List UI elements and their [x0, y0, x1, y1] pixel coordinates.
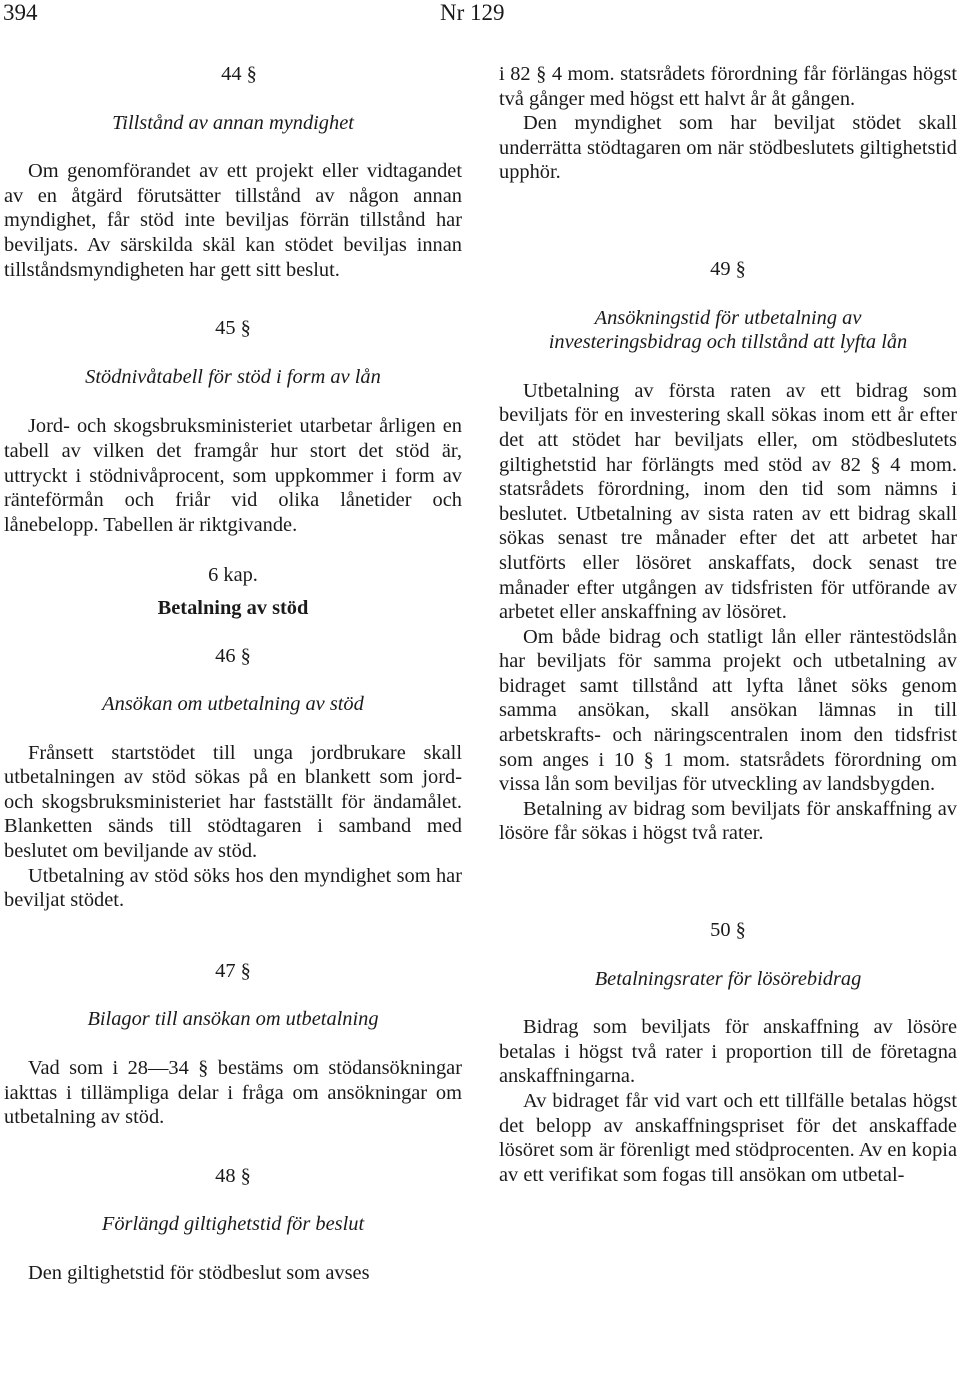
section-47-paragraph: Vad som i 28—34 § bestäms om stödansökningar iakttas i tillämpliga delar i fråga om ansökningar om utbetalning av stöd.: [4, 1057, 462, 1129]
section-46-number: 46 §: [215, 644, 251, 667]
section-48-title: Förlängd giltighetstid för beslut: [101, 1213, 365, 1236]
section-44-number: 44 §: [221, 63, 257, 85]
right-column: [499, 62, 957, 1187]
section-45-title: Stödnivåtabell för stöd i form av lån: [85, 365, 381, 388]
section-49-paragraph-3: Betalning av bidrag som beviljats för anskaffning av lösöre får sökas i högst två rater.: [499, 797, 957, 845]
section-45-number: 45 §: [215, 317, 251, 340]
section-47-number: 47 §: [215, 959, 251, 982]
issue-number: Nr 129: [440, 0, 505, 25]
section-48-paragraph-start: Den giltighetstid för stödbeslut som avses: [28, 1262, 370, 1284]
section-44-paragraph: Om genomförandet av ett projekt eller vidtagandet av en åtgärd förutsätter tillstånd av någon annan myndighet, får stöd inte beviljas förrän tillstånd har beviljats. Av särskilda skäl kan stödet beviljas innan tillståndsmyndigheten har gett sitt beslut.: [4, 160, 462, 281]
section-46-paragraph-2: Utbetalning av stöd söks hos den myndighet som har beviljat stödet.: [4, 864, 462, 912]
section-50-paragraph-2: Av bidraget får vid vart och ett tillfälle betalas högst det belopp av anskaffningspriset för det anskaffade lösöret som är förenligt med stödprocenten. Av en kopia av ett verifikat som fogas till ansökan om utbetal-: [499, 1090, 957, 1186]
section-49-paragraph-2: Om både bidrag och statligt lån eller räntestödslån har beviljats för samma projekt och utbetalning av bidraget samt tillstånd att lyfta lånet söks genom samma ansökan, skall ansökan lämnas in till arbetskrafts- och näringscentralen inom den tidsfrist som anges i 10 § 1 mom. statsrådets förordning om vissa lån som beviljas för utveckling av landsbygden.: [499, 625, 957, 796]
section-49-number: 49 §: [710, 257, 746, 280]
section-48-paragraph-continued: i 82 § 4 mom. statsrådets förordning får förlängas högst två gånger med högst ett halvt år åt gången.: [499, 63, 957, 110]
page-number: 394: [3, 0, 38, 25]
section-49-title: Ansökningstid för utbetalning av investeringsbidrag och tillstånd att lyfta lån: [548, 306, 908, 354]
section-50-title: Betalningsrater för lösörebidrag: [594, 967, 862, 990]
section-45-paragraph: Jord- och skogsbruksministeriet utarbetar årligen en tabell av vilken det framgår hur stort det stöd är, uttryckt i stödnivåprocent, som uppkommer i form av ränteförmån och friår vid olika lånetider och lånebelopp. Tabellen är riktgivande.: [4, 415, 462, 536]
section-48-number: 48 §: [215, 1164, 251, 1187]
section-44-title: Tillstånd av annan myndighet: [112, 111, 354, 134]
left-column: [4, 62, 462, 1286]
section-48-paragraph-2: Den myndighet som har beviljat stödet skall underrätta stödtagaren om när stödbeslutets giltighetstid upphör.: [499, 112, 957, 184]
section-47-title: Bilagor till ansökan om utbetalning: [87, 1008, 379, 1031]
section-50-paragraph-1: Bidrag som beviljats för anskaffning av lösöre betalas i högst två rater i proportion till de företagna anskaffningarna.: [499, 1016, 957, 1088]
section-49-paragraph-1: Utbetalning av första raten av ett bidrag som beviljats för en investering skall sökas inom ett år efter det att stödet har beviljats eller, om stödbeslutets giltighetstid har förlängts med stöd av 82 § 4 mom. statsrådets förordning, inom den tid som nämns i beslutet. Utbetalning av sista raten av ett bidrag skall sökas senast tre månader efter det att arbetet har slutförts eller lösöret anskaffats, dock senast tre månader efter utgången av tidsfristen för utförande av arbetet eller anskaffning av lösöret.: [499, 379, 957, 624]
chapter-title: Betalning av stöd: [157, 596, 309, 619]
section-46-title: Ansökan om utbetalning av stöd: [102, 693, 364, 716]
section-46-paragraph-1: Frånsett startstödet till unga jordbrukare skall utbetalningen av stöd sökas på en blankett som jord- och skogsbruksministeriet har fastställt för ändamålet. Blanketten sänds till stödtagaren i samband med beslutet om beviljande av stöd.: [4, 741, 462, 863]
chapter-number: 6 kap.: [208, 564, 258, 587]
section-50-number: 50 §: [710, 919, 746, 942]
